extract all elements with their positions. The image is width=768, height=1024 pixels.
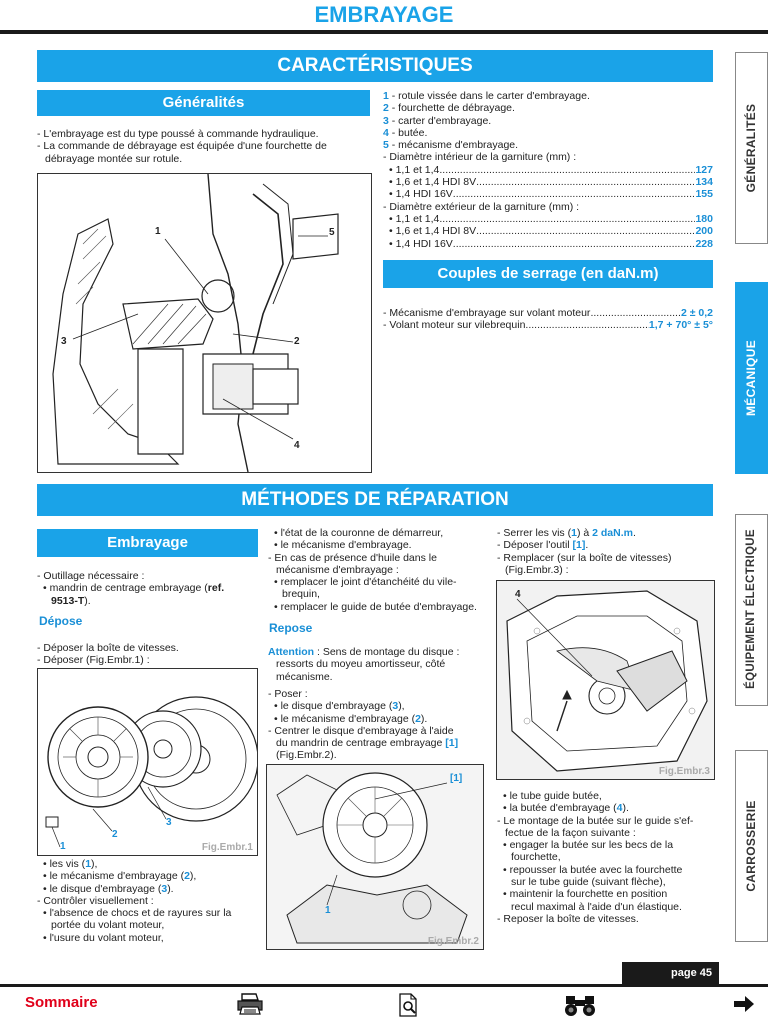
table-row: • 1,1 et 1,4 ..... 127	[383, 164, 713, 176]
diagram-label-3: 3	[61, 336, 67, 347]
page-number: page 45	[671, 967, 712, 979]
tab-generalites[interactable]: GÉNÉRALITÉS	[735, 52, 768, 244]
page-number-bar	[622, 962, 719, 984]
footer-rule	[0, 984, 768, 987]
embrayage-heading: Embrayage	[37, 529, 258, 557]
page-title: EMBRAYAGE	[314, 2, 454, 27]
col3-bottom-text: • le tube guide butée, • la butée d'embrayage (4). - Le montage de la butée sur le guide s'ef- fectue de la façon suivante : • engager la butée sur les becs de la fourchette, • repousser la butée avec la fourchette sur le tube guide (suivant flèche), • maintenir la fourchette en position recul maximal à l'aide d'un élastique. - Reposer la boîte de vitesses.	[497, 790, 694, 925]
printer-icon[interactable]	[236, 992, 264, 1016]
table-row: - Volant moteur sur vilebrequin ..... 1,7 + 70° ± 5°	[383, 319, 713, 331]
fig1-label-2: 2	[112, 829, 118, 840]
list-item: 2 - fourchette de débrayage.	[383, 102, 515, 115]
attention-text: Attention : Sens de montage du disque : ressorts du moyeu amortisseur, côté mécanisme.	[268, 646, 460, 683]
tab-carrosserie[interactable]: CARROSSERIE	[735, 750, 768, 942]
clutch-section-diagram	[37, 173, 372, 473]
list-item: 5 - mécanisme d'embrayage.	[383, 139, 519, 152]
repose-heading: Repose	[269, 621, 313, 635]
fig2-caption: Fig.Embr.2	[427, 936, 479, 947]
table-row: - Mécanisme d'embrayage sur volant moteur ..... 2 ± 0,2	[383, 307, 713, 319]
sommaire-link[interactable]: Sommaire	[25, 994, 98, 1011]
figure-embr-2	[266, 764, 484, 950]
col2-mid-text: - Poser : • le disque d'embrayage (3), • le mécanisme d'embrayage (2). - Centrer le disque d'embrayage à l'aide du mandrin de centrage embrayage [1] (Fig.Embr.2).	[268, 688, 459, 762]
col3-top-text: - Serrer les vis (1) à 2 daN.m. - Déposer l'outil [1]. - Remplacer (sur la boîte de vitesses) (Fig.Embr.3) :	[497, 527, 672, 576]
diagram-label-2: 2	[294, 336, 300, 347]
next-arrow-icon[interactable]	[733, 995, 755, 1013]
legend-list: 1 - rotule vissée dans le carter d'embrayage. 2 - fourchette de débrayage. 3 - carter d'embrayage. 4 - butée. 5 - mécanisme d'embrayage. - Diamètre intérieur de la garniture (mm) : • 1,1 et 1,4 ..... 127 • 1,6 et 1,4 HDI 8V ..... 134 • 1,4 HDI 16V ..... 155 - Diamètre extérieur de la garniture (mm) : • 1,1 et 1,4 ..... 180 • 1,6 et 1,4 HDI 8V ..... 200 • 1,4 HDI 16V ..... 228	[383, 90, 713, 250]
fig1-label-3: 3	[166, 817, 172, 828]
fig3-caption: Fig.Embr.3	[658, 766, 710, 777]
title-rule	[0, 30, 768, 34]
fig1-label-1: 1	[60, 841, 66, 852]
depose-text: - Déposer la boîte de vitesses. - Déposer (Fig.Embr.1) :	[37, 642, 179, 667]
generalites-heading: Généralités	[37, 90, 370, 116]
table-row: • 1,4 HDI 16V ..... 228	[383, 238, 713, 250]
fig2-label-tool: [1]	[450, 773, 463, 784]
generalites-text: - L'embrayage est du type poussé à commande hydraulique. - La commande de débrayage est équipée d'une fourchette de débrayage montée sur rotule.	[37, 128, 327, 165]
diagram-label-1: 1	[155, 226, 161, 237]
col2-top-text: • l'état de la couronne de démarreur, • le mécanisme d'embrayage. - En cas de présence d'huile dans le mécanisme d'embrayage : • remplacer le joint d'étanchéité du vile- brequin, • remplacer le guide de butée d'embrayage.	[268, 527, 477, 613]
list-item: 4 - butée.	[383, 126, 428, 139]
depose-heading: Dépose	[39, 614, 83, 628]
search-page-icon[interactable]	[397, 992, 421, 1018]
binoculars-icon[interactable]	[563, 993, 597, 1017]
col1-bottom-text: • les vis (1), • le mécanisme d'embrayage (2), • le disque d'embrayage (3). - Contrôler visuellement : • l'absence de chocs et de rayures sur la portée du volant moteur, • l'usure du volant moteur,	[37, 858, 232, 944]
table-row: • 1,4 HDI 16V ..... 155	[383, 188, 713, 200]
couples-list	[383, 307, 713, 332]
fig1-caption: Fig.Embr.1	[201, 842, 253, 853]
table-row: • 1,6 et 1,4 HDI 8V ..... 200	[383, 225, 713, 237]
tab-equipement-electrique[interactable]: ÉQUIPEMENT ÉLECTRIQUE	[735, 514, 768, 706]
diagram-label-4: 4	[294, 440, 300, 451]
list-item: 1 - rotule vissée dans le carter d'embrayage.	[383, 90, 590, 102]
tab-mecanique[interactable]: MÉCANIQUE	[735, 282, 768, 474]
list-item: 3 - carter d'embrayage.	[383, 114, 492, 127]
couples-heading: Couples de serrage (en daN.m)	[383, 260, 713, 288]
tools-text: - Outillage nécessaire : • mandrin de centrage embrayage (ref. 9513-T).	[37, 570, 225, 607]
section-methods-heading: MÉTHODES DE RÉPARATION	[37, 484, 713, 516]
table-row: • 1,6 et 1,4 HDI 8V ..... 134	[383, 176, 713, 188]
figure-embr-1	[37, 668, 258, 856]
table-row: • 1,1 et 1,4 ..... 180	[383, 213, 713, 225]
figure-embr-3	[496, 580, 715, 780]
section-characteristics-heading: CARACTÉRISTIQUES	[37, 50, 713, 82]
fig3-label-4: 4	[515, 589, 521, 600]
diagram-label-5: 5	[329, 227, 335, 238]
fig2-label-1: 1	[325, 905, 331, 916]
